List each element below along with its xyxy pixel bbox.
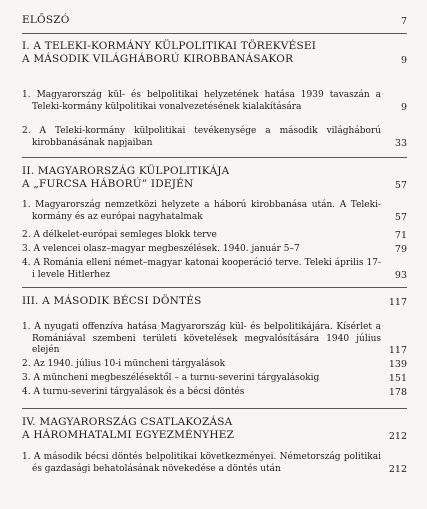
toc-chapter-4[interactable] — [22, 416, 407, 442]
chapter-2-title-line1: II. MAGYARORSZÁG KÜLPOLITIKÁJA — [22, 165, 230, 177]
chapter-4-title-line1: IV. MAGYARORSZÁG CSATLAKOZÁSA — [22, 416, 233, 428]
item-page: 71 — [394, 230, 407, 241]
item-text: 2. Az 1940. július 10-i müncheni tárgyalások — [22, 359, 226, 369]
chapter-1-page: 9 — [400, 55, 407, 66]
toc-item-2-2[interactable] — [22, 230, 407, 242]
item-page: 57 — [394, 211, 407, 223]
chapter-2-title-line2: A „FURCSA HÁBORÚ” IDEJÉN — [22, 178, 194, 190]
toc-chapter-1[interactable] — [22, 40, 407, 66]
toc-item-1-1[interactable] — [22, 90, 407, 113]
item-text: 1. Magyarország kül- és belpolitikai helyzetének hatása 1939 tavaszán a Teleki-kormány külpolitikai vonalvezetésének kialakítására — [22, 90, 381, 112]
item-page: 33 — [394, 137, 407, 149]
toc-item-3-4[interactable] — [22, 387, 407, 399]
item-text: 3. A müncheni megbeszélésektől – a turnu-severini tárgyalásokig — [22, 373, 320, 383]
toc-item-2-4[interactable] — [22, 258, 407, 281]
toc-item-2-3[interactable] — [22, 244, 407, 256]
item-text: 4. A Románia elleni német–magyar katonai kooperáció terve. Teleki április 17-i levele Hitlerhez — [22, 258, 381, 280]
item-text: 2. A Teleki-kormány külpolitikai tevékenysége a második világháború kirobbanásának napjaiban — [22, 126, 381, 148]
chapter-4-title-line2: A HÁROMHATALMI EGYEZMÉNYHEZ — [22, 429, 235, 441]
chapter-3-title: III. A MÁSODIK BÉCSI DÖNTÉS — [22, 295, 202, 307]
item-page: 212 — [388, 463, 407, 475]
item-text: 4. A turnu-severini tárgyalások és a bécsi döntés — [22, 387, 245, 397]
item-page: 151 — [388, 373, 407, 384]
toc-item-2-1[interactable] — [22, 200, 407, 223]
item-page: 9 — [400, 101, 407, 113]
chapter-1-title-line1: I. A TELEKI-KORMÁNY KÜLPOLITIKAI TÖREKVÉSEI — [22, 40, 317, 52]
foreword-title: ELŐSZÓ — [22, 14, 70, 26]
item-page: 79 — [394, 244, 407, 255]
divider — [22, 33, 407, 34]
toc-item-3-2[interactable] — [22, 359, 407, 371]
item-page: 93 — [394, 269, 407, 281]
item-text: 1. Magyarország nemzetközi helyzete a háború kirobbanása után. A Teleki-kormány és az európai nagyhatalmak — [22, 200, 381, 222]
divider — [22, 157, 407, 158]
toc-chapter-3[interactable] — [22, 295, 407, 308]
item-text: 3. A velencei olasz–magyar megbeszélések. 1940. január 5–7 — [22, 244, 300, 254]
chapter-4-page: 212 — [388, 431, 407, 442]
item-text: 2. A délkelet-európai semleges blokk terve — [22, 230, 217, 240]
item-page: 139 — [388, 359, 407, 370]
toc-item-3-1[interactable] — [22, 322, 407, 357]
item-text: 1. A második bécsi döntés belpolitikai következményei. Németország politikai és gazdasági behatolásának növekedése a döntés után — [22, 452, 381, 474]
toc-foreword[interactable] — [22, 14, 407, 27]
foreword-page: 7 — [400, 16, 407, 27]
toc-item-4-1[interactable] — [22, 452, 407, 475]
chapter-1-title-line2: A MÁSODIK VILÁGHÁBORÚ KIROBBANÁSAKOR — [22, 53, 294, 65]
chapter-2-page: 57 — [394, 180, 407, 191]
item-page: 117 — [388, 345, 407, 356]
chapter-3-page: 117 — [388, 297, 407, 308]
item-text: 1. A nyugati offenzíva hatása Magyarország kül- és belpolitikájára. Kísérlet a Romániával szembeni területi követelések megvalósítására 1940 július elején — [22, 322, 381, 355]
item-page: 178 — [388, 387, 407, 398]
toc-item-3-3[interactable] — [22, 373, 407, 385]
divider — [22, 287, 407, 288]
toc-chapter-2[interactable] — [22, 165, 407, 191]
toc-item-1-2[interactable] — [22, 126, 407, 149]
divider — [22, 408, 407, 409]
